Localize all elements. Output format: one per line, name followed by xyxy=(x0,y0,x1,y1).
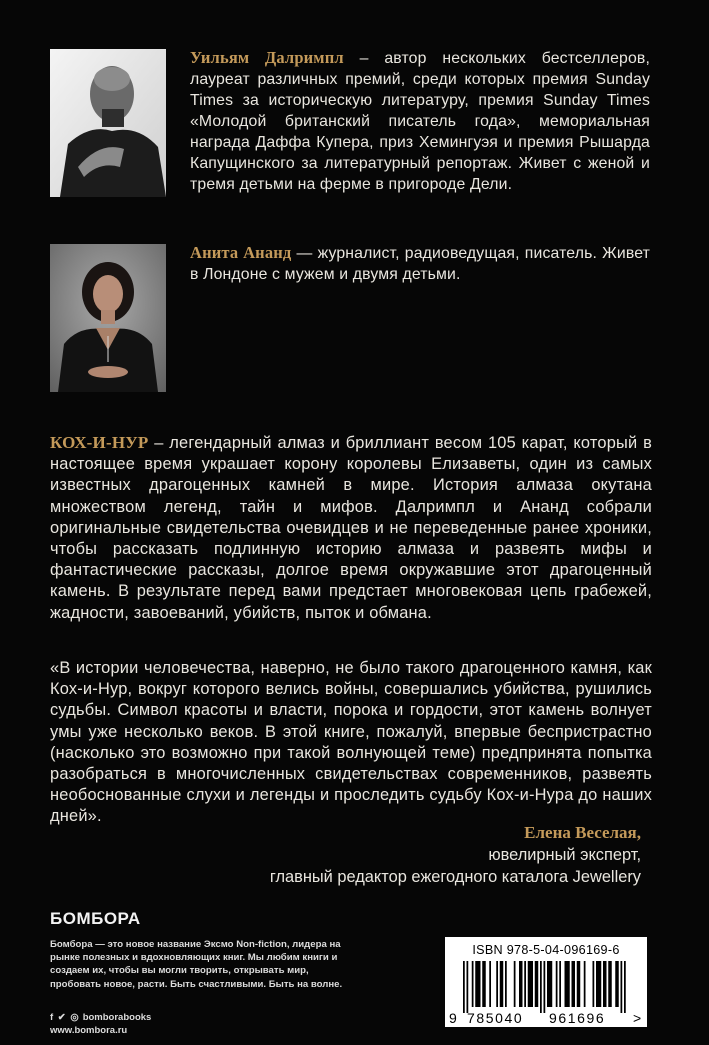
barcode-bar xyxy=(593,961,595,1007)
barcode-bar xyxy=(556,961,558,1007)
barcode-bar xyxy=(577,961,581,1007)
barcode-bar xyxy=(572,961,576,1007)
book-title: КОХ-И-НУР xyxy=(50,433,149,452)
barcode-bar xyxy=(547,961,552,1007)
isbn-text: ISBN 978-5-04-096169-6 xyxy=(472,943,620,957)
author2-photo xyxy=(50,244,166,392)
barcode-bar xyxy=(463,961,465,1013)
author1-bio-text: – автор нескольких бестселлеров, лауреат различных премий, среди которых премия Sunday Times за историческую литературу, премия Sunday Times «Молодой британский писатель года», мемориальная награда Даффа Купера, приз Хемингуэя и премия Рышарда Капущинского за литературный репортаж. Живет с женой и тремя детьми на ферме в пригороде Дели. xyxy=(190,50,650,193)
author2-bio-text: — журналист, радиоведущая, писатель. Живет в Лондоне с мужем и двумя детьми. xyxy=(190,245,650,283)
publisher-contacts xyxy=(50,1011,151,1037)
barcode-bar xyxy=(608,961,612,1007)
social-handle: bomborabooks xyxy=(82,1012,152,1023)
description-text: – легендарный алмаз и бриллиант весом 105 карат, который в настоящее время украшает корону королевы Елизаветы, один из самых известных драгоценных камней в мире. История алмаза окутана множеством легенд, тайн и мифов. Далримпл и Ананд собрали оригинальные свидетельства очевидцев и не переведенные ранее хроники, чтобы рассказать подлинную историю алмаза и развеять мифы и фантастические рассказы, долгое время окружавшие этот драгоценный камень. В результате перед вами предстает многовековая цепь грабежей, жадности, завоеваний, убийств, пыток и обмана. xyxy=(50,434,652,622)
barcode-box xyxy=(445,937,647,1027)
barcode-bar xyxy=(505,961,507,1007)
author2-bio xyxy=(190,242,650,285)
barcode-bar xyxy=(524,961,526,1007)
review-quote: «В истории человечества, наверно, не было такого драгоценного камня, как Кох-и-Нур, вокруг которого велись войны, совершались убийства, рушились судьбы. Символ красоты и власти, порока и гордости, этот камень волнует умы уже несколько веков. В этой книге, пожалуй, впервые беспристрастно (насколько это возможно при такой волнующей теме) предпринята попытка разобраться в многочисленных свидетельствах современников, развеять необоснованные слухи и легенды и проследить судьбу Кох-и-Нура до наших дней». xyxy=(50,659,652,826)
barcode-bars xyxy=(461,961,631,1013)
quote-author: Елена Веселая, xyxy=(524,823,641,842)
social-line xyxy=(50,1011,151,1024)
quote-signature xyxy=(270,822,641,888)
barcode-digits-left: 785040 xyxy=(467,1010,524,1026)
quote-author-role1: ювелирный эксперт, xyxy=(488,846,641,864)
book-description xyxy=(50,432,652,624)
barcode-bar xyxy=(596,961,601,1007)
website-link: www.bombora.ru xyxy=(50,1025,128,1036)
barcode-bar xyxy=(475,961,480,1007)
barcode-bar xyxy=(559,961,561,1007)
publisher-description: Бомбора — это новое название Эксмо Non-fiction, лидера на рынке полезных и вдохновляющих книг. Мы любим книги и создаем их, чтобы вы могли творить, открывать мир, пробовать новое, расти. Быть счастливыми. Быть на волне. xyxy=(50,939,343,990)
barcode-bar xyxy=(528,961,533,1007)
barcode-bar xyxy=(482,961,486,1007)
barcode-bar xyxy=(519,961,523,1007)
author1-photo xyxy=(50,49,166,197)
author1-bio xyxy=(190,47,650,195)
author2-name: Анита Ананд xyxy=(190,243,292,262)
author1-name: Уильям Далримпл xyxy=(190,48,344,67)
barcode-bar xyxy=(615,961,619,1007)
barcode-arrow: > xyxy=(633,1010,643,1026)
barcode-bar xyxy=(544,961,546,1013)
barcode-bar xyxy=(535,961,539,1007)
barcode-bar xyxy=(496,961,498,1007)
quote-author-role2: главный редактор ежегодного каталога Jewellery xyxy=(269,868,641,886)
barcode-digits-right: 961696 xyxy=(549,1010,606,1026)
barcode-bar xyxy=(584,961,586,1007)
barcode-bar xyxy=(621,961,623,1013)
barcode-bar xyxy=(489,961,491,1007)
publisher-logo: БОМБОРА xyxy=(50,909,141,928)
barcode-bar xyxy=(540,961,542,1013)
barcode-bar xyxy=(603,961,607,1007)
barcode-bar xyxy=(500,961,504,1007)
barcode-bar xyxy=(565,961,570,1007)
barcode-bar xyxy=(472,961,474,1007)
barcode-digit-first: 9 xyxy=(449,1010,459,1026)
social-icons: f ✔ ◎ xyxy=(50,1012,80,1023)
barcode-bar xyxy=(514,961,516,1007)
barcode-bar xyxy=(467,961,469,1013)
barcode-bar xyxy=(624,961,626,1013)
